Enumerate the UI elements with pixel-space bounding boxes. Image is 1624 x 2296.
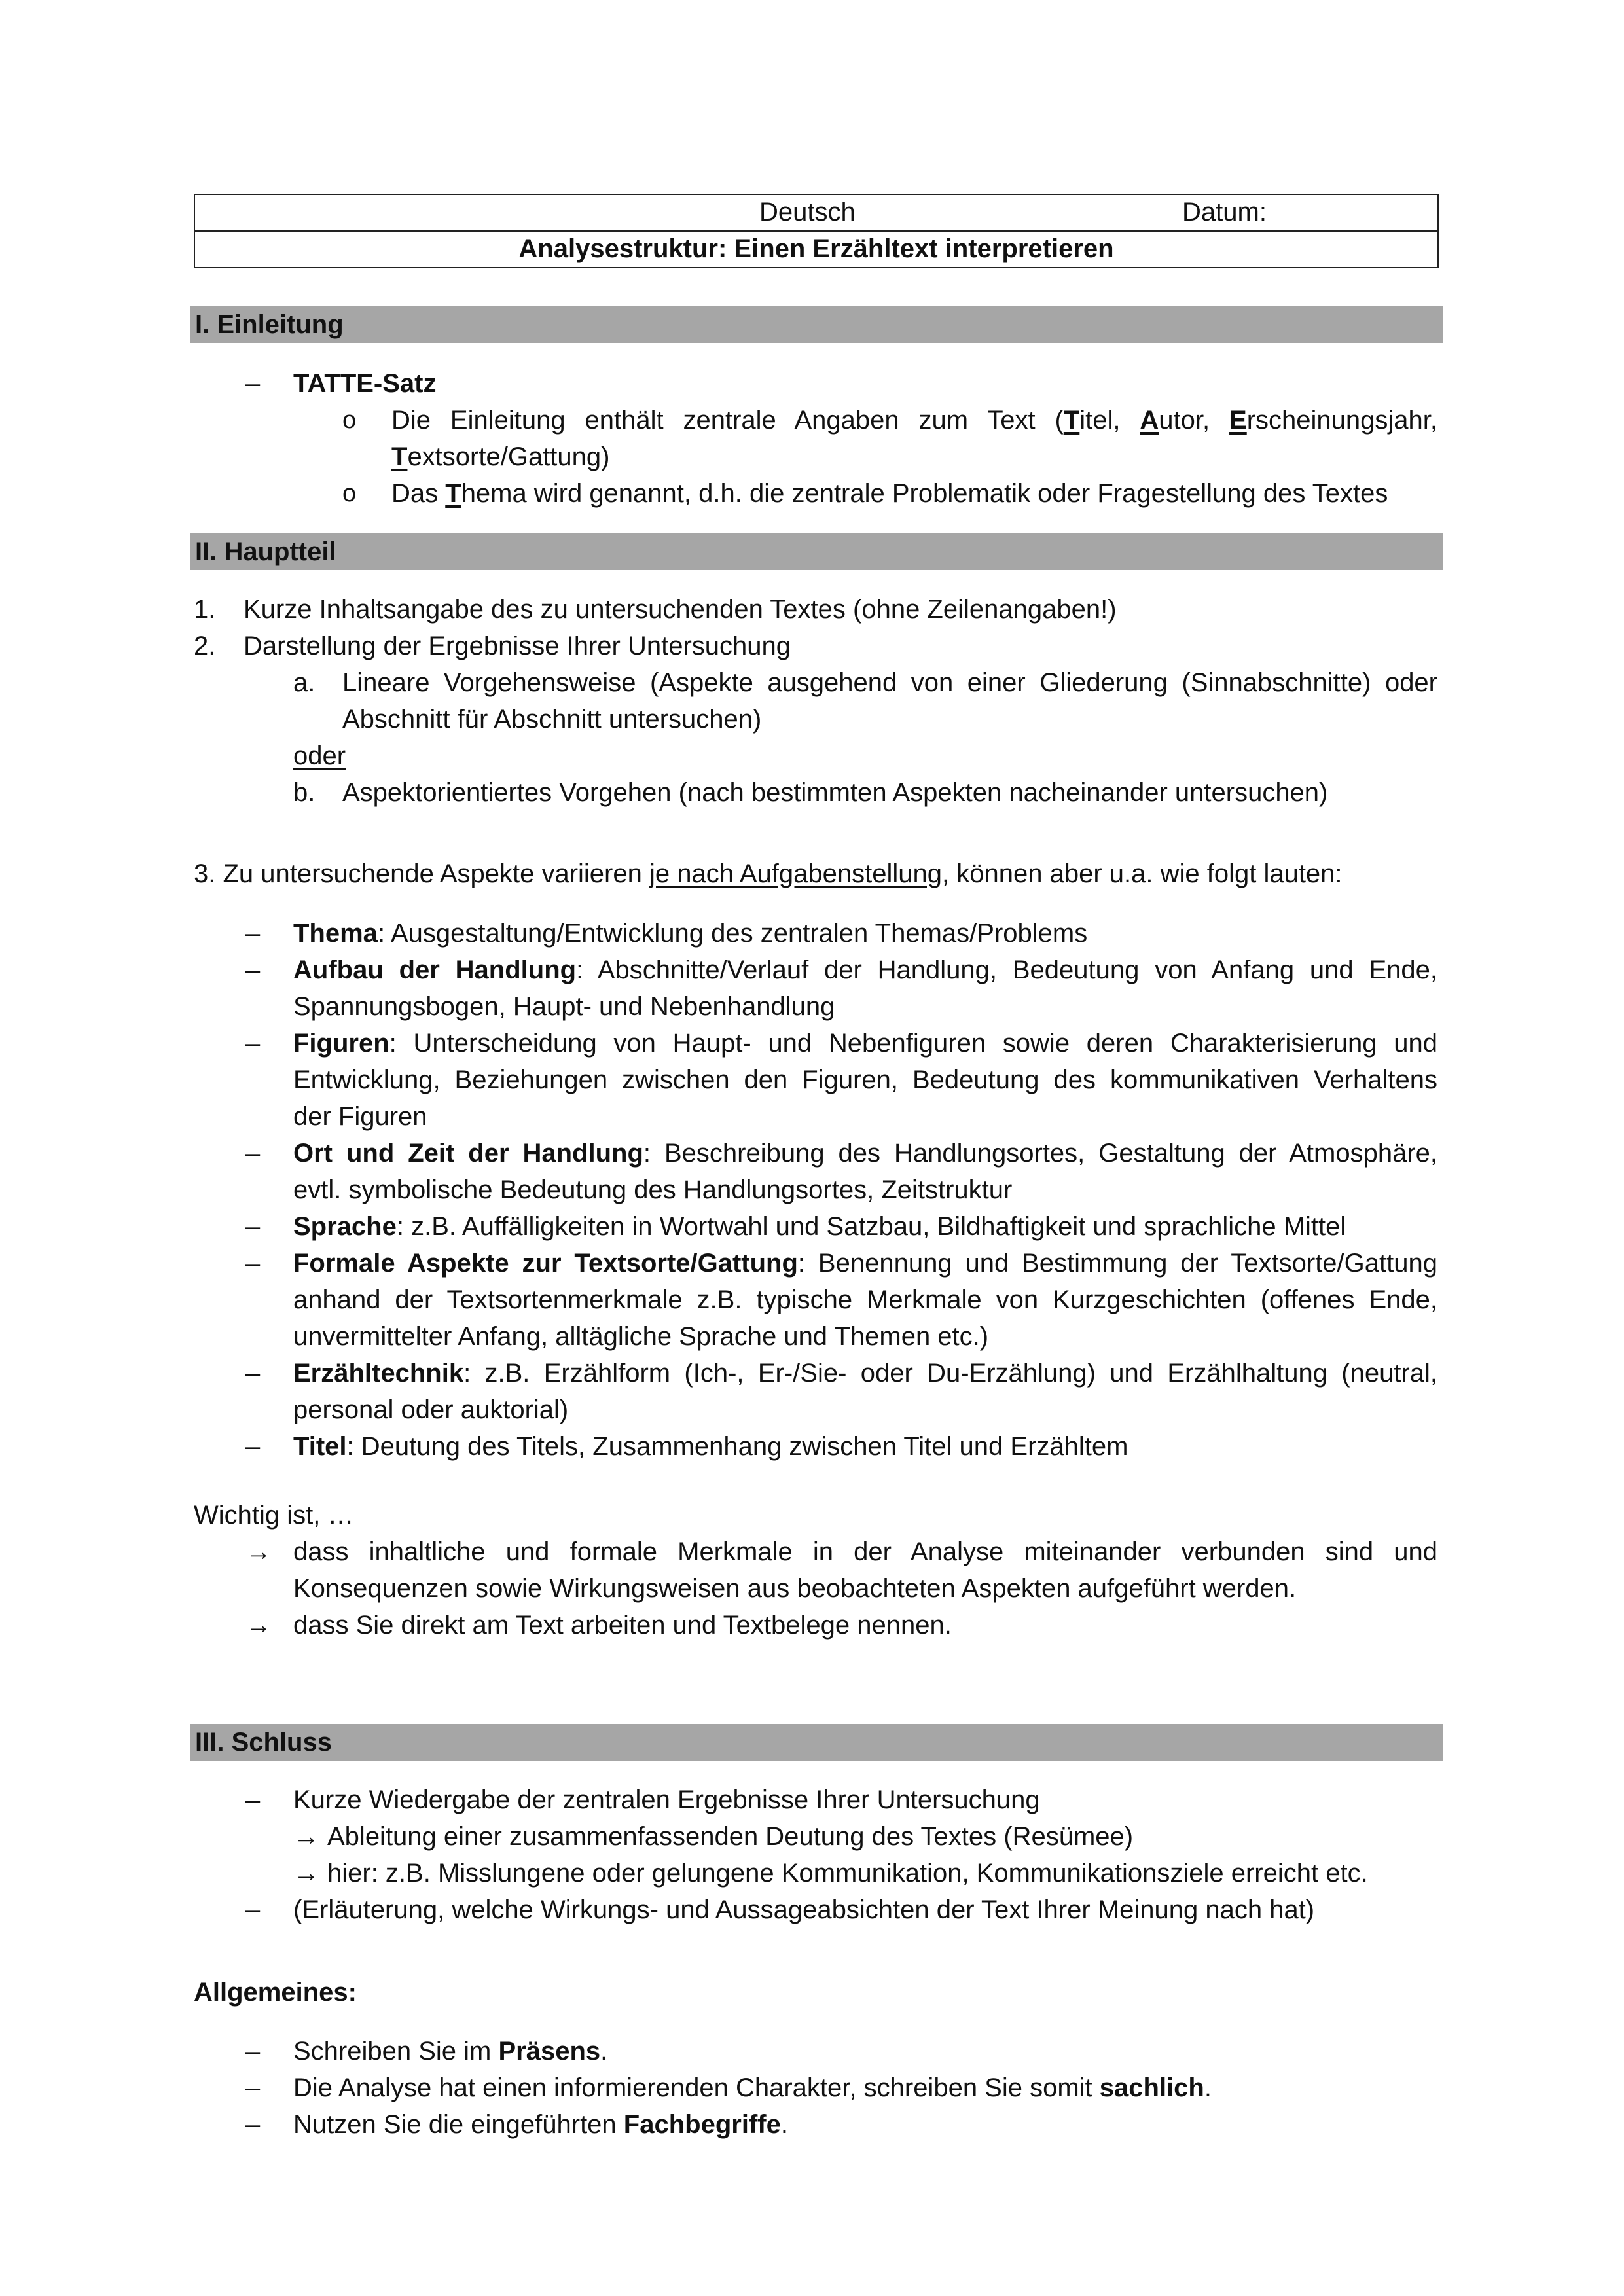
dash-bullet: –	[245, 2037, 261, 2066]
document-title: Analysestruktur: Einen Erzähltext interpretieren	[518, 234, 1114, 263]
section-heading-einleitung: I. Einleitung	[190, 306, 1443, 343]
wichtig-point-2: dass Sie direkt am Text arbeiten und Textbelege nennen.	[293, 1611, 952, 1640]
aspect-line: Spannungsbogen, Haupt- und Nebenhandlung	[293, 992, 835, 1021]
dash-bullet: –	[245, 956, 261, 984]
circle-bullet: o	[342, 406, 357, 434]
oder-label: oder	[293, 742, 346, 770]
aspect-term: Aufbau der Handlung	[293, 956, 577, 984]
lineare-vorgehensweise-line2: Abschnitt für Abschnitt untersuchen)	[342, 705, 762, 734]
header-table	[194, 194, 1439, 268]
dash-bullet: –	[245, 1249, 261, 1278]
aspekte-intro: 3. Zu untersuchende Aspekte variieren je nach Aufgabenstellung, können aber u.a. wie folgt lauten:	[194, 859, 1343, 888]
schluss-beispiel: hier: z.B. Misslungene oder gelungene Kommunikation, Kommunikationsziele erreicht etc.	[327, 1859, 1368, 1888]
aspect-line: Titel: Deutung des Titels, Zusammenhang zwischen Titel und Erzähltem	[293, 1432, 1128, 1461]
subject-label: Deutsch	[759, 198, 856, 226]
aspect-term: Titel	[293, 1432, 347, 1461]
date-label: Datum:	[1182, 198, 1267, 226]
aspect-line: unvermittelter Anfang, alltägliche Sprache und Themen etc.)	[293, 1322, 989, 1351]
list-item-darstellung: Darstellung der Ergebnisse Ihrer Untersuchung	[244, 632, 791, 660]
aspect-line: Sprache: z.B. Auffälligkeiten in Wortwahl und Satzbau, Bildhaftigkeit und sprachliche Mittel	[293, 1212, 1346, 1241]
dash-bullet: –	[245, 1785, 261, 1814]
einleitung-angaben-line2: Textsorte/Gattung)	[391, 442, 610, 471]
dash-bullet: –	[245, 1139, 261, 1168]
aspect-line: Entwicklung, Beziehungen zwischen den Figuren, Bedeutung des kommunikativen Verhaltens	[293, 1066, 1437, 1094]
list-letter: b.	[293, 778, 316, 807]
list-number: 2.	[194, 632, 216, 660]
thema-genannt: Das Thema wird genannt, d.h. die zentrale Problematik oder Fragestellung des Textes	[391, 479, 1388, 508]
dash-bullet: –	[245, 2073, 261, 2102]
header-row-1	[195, 195, 1437, 232]
allgemeines-praesens: Schreiben Sie im Präsens.	[293, 2037, 608, 2066]
aspect-line: Thema: Ausgestaltung/Entwicklung des zentralen Themas/Problems	[293, 919, 1088, 948]
allgemeines-heading: Allgemeines:	[194, 1978, 357, 2007]
aspect-line: Erzähltechnik: z.B. Erzählform (Ich-, Er-/Sie- oder Du-Erzählung) und Erzählhaltung (neutral,	[293, 1359, 1437, 1388]
aspect-line: evtl. symbolische Bedeutung des Handlungsortes, Zeitstruktur	[293, 1175, 1013, 1204]
list-number: 1.	[194, 595, 216, 624]
arrow-icon: →	[293, 1822, 319, 1851]
schluss-ableitung: Ableitung einer zusammenfassenden Deutung des Textes (Resümee)	[327, 1822, 1134, 1851]
section-heading-hauptteil: II. Hauptteil	[190, 533, 1443, 570]
schluss-wiedergabe: Kurze Wiedergabe der zentralen Ergebnisse Ihrer Untersuchung	[293, 1785, 1040, 1814]
aspect-term: Thema	[293, 919, 378, 948]
arrow-icon: →	[293, 1859, 319, 1888]
aspect-term: Formale Aspekte zur Textsorte/Gattung	[293, 1249, 798, 1278]
aspect-term: Erzähltechnik	[293, 1359, 464, 1388]
dash-bullet: –	[245, 1432, 261, 1461]
dash-bullet: –	[245, 1359, 261, 1388]
wichtig-point-1-line1: dass inhaltliche und formale Merkmale in der Analyse miteinander verbunden sind und	[293, 1537, 1437, 1566]
list-letter: a.	[293, 668, 316, 697]
allgemeines-fachbegriffe: Nutzen Sie die eingeführten Fachbegriffe.	[293, 2110, 788, 2139]
aspect-line: der Figuren	[293, 1102, 427, 1131]
dash-bullet: –	[245, 1895, 261, 1924]
allgemeines-sachlich: Die Analyse hat einen informierenden Charakter, schreiben Sie somit sachlich.	[293, 2073, 1212, 2102]
aspect-term: Ort und Zeit der Handlung	[293, 1139, 643, 1168]
wichtig-point-1-line2: Konsequenzen sowie Wirkungsweisen aus beobachteten Aspekten aufgeführt werden.	[293, 1574, 1297, 1603]
aspect-line: anhand der Textsortenmerkmale z.B. typische Merkmale von Kurzgeschichten (offenes Ende,	[293, 1285, 1437, 1314]
dash-bullet: –	[245, 2110, 261, 2139]
wichtig-label: Wichtig ist, …	[194, 1501, 354, 1530]
tatte-heading: TATTE-Satz	[293, 369, 437, 398]
dash-bullet: –	[245, 1029, 261, 1058]
dash-bullet: –	[245, 369, 261, 398]
aspect-term: Figuren	[293, 1029, 389, 1058]
header-row-2	[195, 232, 1437, 268]
aspect-term: Sprache	[293, 1212, 397, 1241]
arrow-icon: →	[245, 1537, 272, 1566]
aspect-line: Figuren: Unterscheidung von Haupt- und Nebenfiguren sowie deren Charakterisierung und	[293, 1029, 1437, 1058]
aspect-line: Formale Aspekte zur Textsorte/Gattung: Benennung und Bestimmung der Textsorte/Gattung	[293, 1249, 1437, 1278]
aspect-line: Aufbau der Handlung: Abschnitte/Verlauf der Handlung, Bedeutung von Anfang und Ende,	[293, 956, 1437, 984]
aspect-line: personal oder auktorial)	[293, 1395, 569, 1424]
arrow-icon: →	[245, 1611, 272, 1640]
list-item-inhaltsangabe: Kurze Inhaltsangabe des zu untersuchenden Textes (ohne Zeilenangaben!)	[244, 595, 1117, 624]
aspektorientiertes-vorgehen: Aspektorientiertes Vorgehen (nach bestimmten Aspekten nacheinander untersuchen)	[342, 778, 1328, 807]
aspect-line: Ort und Zeit der Handlung: Beschreibung des Handlungsortes, Gestaltung der Atmosphäre,	[293, 1139, 1437, 1168]
dash-bullet: –	[245, 919, 261, 948]
schluss-erlaeuterung: (Erläuterung, welche Wirkungs- und Aussageabsichten der Text Ihrer Meinung nach hat)	[293, 1895, 1315, 1924]
dash-bullet: –	[245, 1212, 261, 1241]
section-heading-schluss: III. Schluss	[190, 1724, 1443, 1761]
circle-bullet: o	[342, 480, 357, 507]
einleitung-angaben-line1: Die Einleitung enthält zentrale Angaben zum Text (Titel, Autor, Erscheinungsjahr,	[391, 406, 1438, 435]
lineare-vorgehensweise-line1: Lineare Vorgehensweise (Aspekte ausgehend von einer Gliederung (Sinnabschnitte) oder	[342, 668, 1437, 697]
